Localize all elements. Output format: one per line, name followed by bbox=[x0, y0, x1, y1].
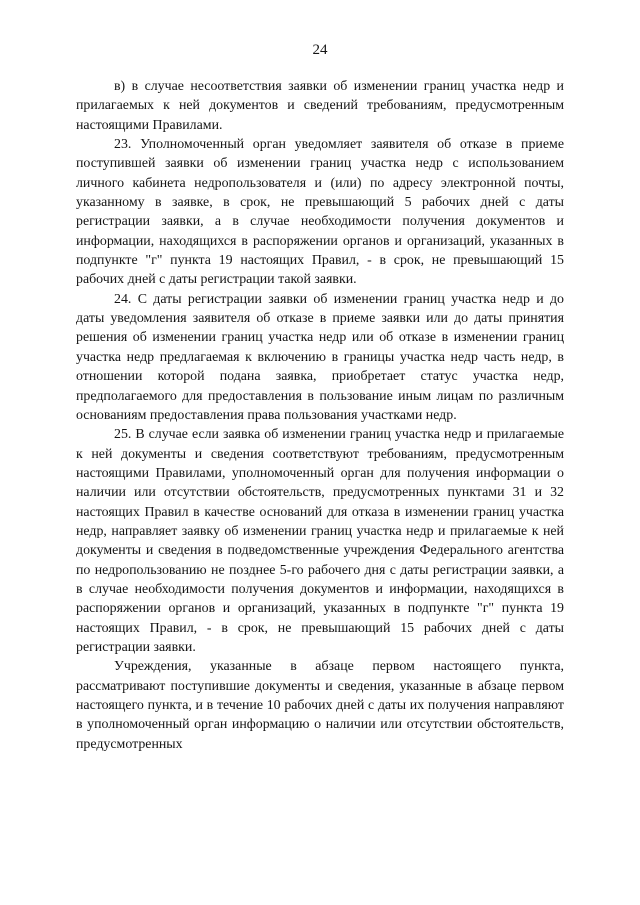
paragraph-23: 23. Уполномоченный орган уведомляет заявителя об отказе в приеме поступившей заявки об изменении границ участка недр с использованием личного кабинета недропользователя и (или) по адресу электронной почты, указанному в заявке, в срок, не превышающий 5 рабочих дней с даты регистрации заявки, а в случае необходимости получения документов и информации, находящихся в распоряжении органов и организаций, указанных в подпункте "г" пункта 19 настоящих Правил, - в срок, не превышающий 15 рабочих дней с даты регистрации такой заявки. bbox=[76, 137, 564, 288]
paragraph-clause-v: в) в случае несоответствия заявки об изменении границ участка недр и прилагаемых к ней документов и сведений требованиям, предусмотренным настоящими Правилами. bbox=[76, 79, 564, 133]
paragraph-24: 24. С даты регистрации заявки об изменении границ участка недр и до даты уведомления заявителя об отказе в приеме заявки или до даты принятия решения об изменении границ участка недр или об отказе в изменении границ участка недр предлагаемая к включению в границы участка недр часть недр, в отношении которой подана заявка, приобретает статус участка недр, предполагаемого для предоставления в пользование иным лицам по различным основаниям предоставления права пользования участками недр. bbox=[76, 291, 564, 423]
paragraph-25: 25. В случае если заявка об изменении границ участка недр и прилагаемые к ней документы и сведения соответствуют требованиям, предусмотренным настоящими Правилами, уполномоченный орган для получения информации о наличии или отсутствии обстоятельств, предусмотренных пунктами 31 и 32 настоящих Правил в качестве оснований для отказа в изменении границ участка недр, направляет заявку об изменении границ участка недр и прилагаемые к ней документы и сведения в подведомственные учреждения Федерального агентства по недропользованию не позднее 5-го рабочего дня с даты регистрации заявки, а в случае необходимости получения документов и информации, находящихся в распоряжении органов и организаций, указанных в подпункте "г" пункта 19 настоящих Правил, - в срок, не превышающий 15 рабочих дней с даты регистрации заявки. bbox=[76, 427, 564, 655]
paragraph-25-institutions: Учреждения, указанные в абзаце первом настоящего пункта, рассматривают поступившие документы и сведения, указанные в абзаце первом настоящего пункта, и в течение 10 рабочих дней с даты их получения направляют в уполномоченный орган информацию о наличии или отсутствии обстоятельств, предусмотренных bbox=[76, 659, 564, 752]
page-number: 24 bbox=[312, 42, 328, 58]
document-body bbox=[76, 77, 564, 754]
